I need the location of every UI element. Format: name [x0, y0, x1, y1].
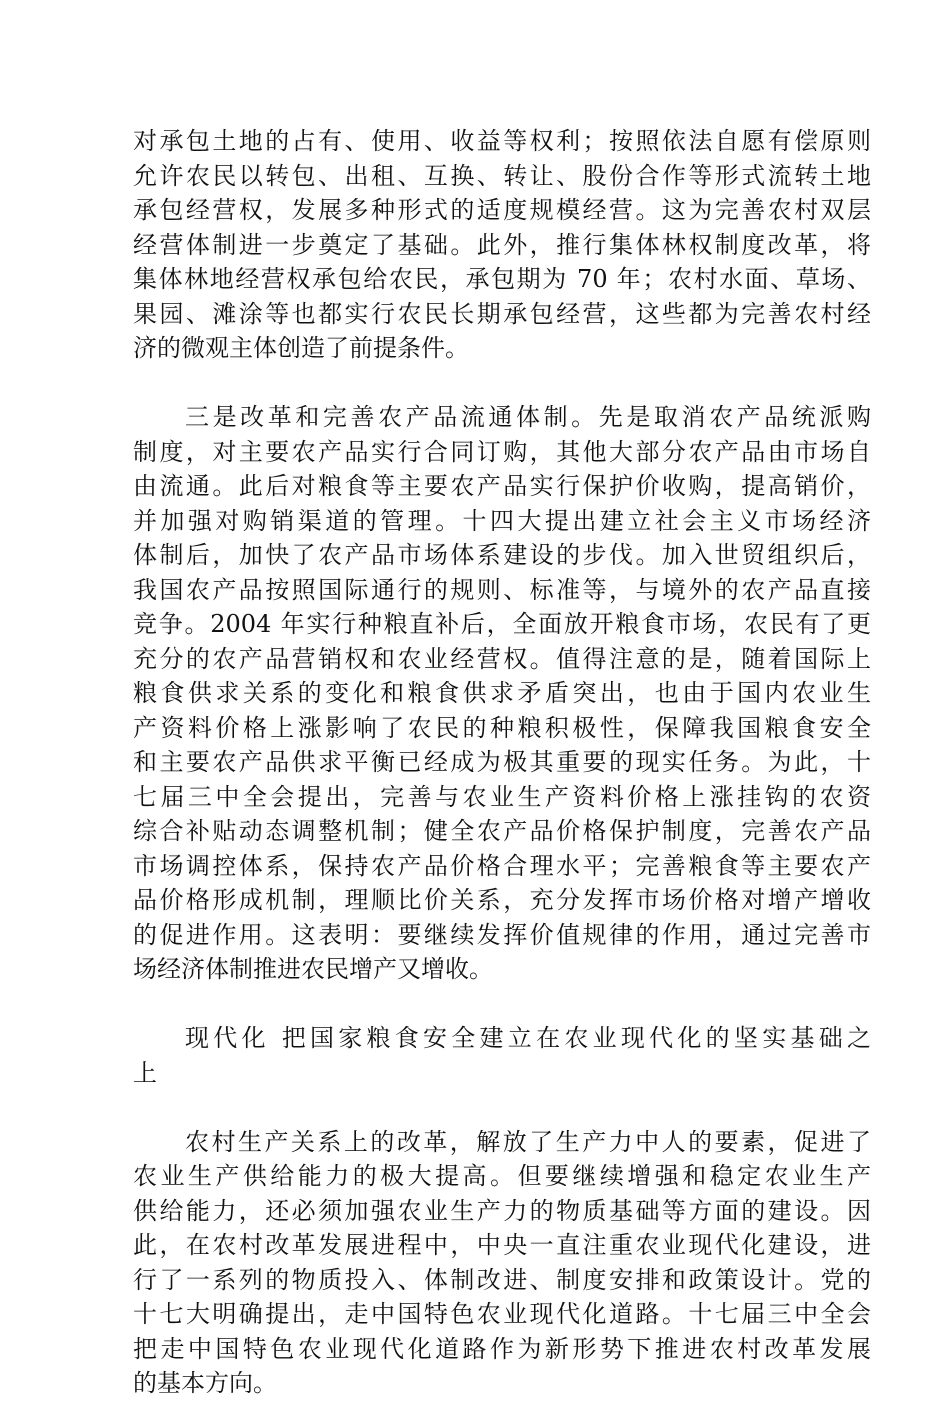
text-line: 农村生产关系上的改革，解放了生产力中人的要素，促进了	[185, 1127, 871, 1156]
paragraph-spacer	[133, 987, 871, 1022]
text-line: 并加强对购销渠道的管理。十四大提出建立社会主义市场经济	[133, 506, 871, 535]
text-line: 七届三中全会提出，完善与农业生产资料价格上涨挂钩的农资	[133, 782, 871, 811]
heading-line: 上	[133, 1058, 157, 1087]
paragraph-agricultural-modernization	[133, 1125, 871, 1401]
text-line: 产资料价格上涨影响了农民的种粮积极性，保障我国粮食安全	[133, 713, 871, 742]
text-line: 果园、滩涂等也都实行农民长期承包经营，这些都为完善农村经	[133, 299, 871, 328]
text-line: 农业生产供给能力的极大提高。但要继续增强和稳定农业生产	[133, 1162, 871, 1190]
text-line: 三是改革和完善农产品流通体制。先是取消农产品统派购	[185, 403, 871, 431]
paragraph-land-contract	[133, 124, 871, 366]
text-line: 我国农产品按照国际通行的规则、标准等，与境外的农产品直接	[133, 575, 871, 604]
text-line: 体制后，加快了农产品市场体系建设的步伐。加入世贸组织后，	[133, 541, 871, 569]
text-line: 十七大明确提出，走中国特色农业现代化道路。十七届三中全会	[133, 1300, 871, 1328]
text-line: 此，在农村改革发展进程中，中央一直注重农业现代化建设，进	[133, 1231, 871, 1259]
text-line: 市场调控体系，保持农产品价格合理水平；完善粮食等主要农产	[133, 851, 871, 880]
text-line: 济的微观主体创造了前提条件。	[133, 334, 469, 362]
text-line: 把走中国特色农业现代化道路作为新形势下推进农村改革发展	[133, 1334, 871, 1363]
text-line: 场经济体制推进农民增产又增收。	[133, 955, 493, 983]
text-line: 品价格形成机制，理顺比价关系，充分发挥市场价格对增产增收	[133, 886, 871, 914]
document-page	[133, 124, 871, 1401]
section-heading	[133, 1021, 871, 1090]
text-line: 竞争。2004 年实行种粮直补后，全面放开粮食市场，农民有了更	[133, 610, 871, 638]
text-line: 制度，对主要农产品实行合同订购，其他大部分农产品由市场自	[133, 437, 871, 466]
paragraph-spacer	[133, 1090, 871, 1125]
text-line: 的基本方向。	[133, 1369, 277, 1397]
paragraph-circulation-system	[133, 400, 871, 987]
text-line: 承包经营权，发展多种形式的适度规模经营。这为完善农村双层	[133, 196, 871, 224]
text-line: 粮食供求关系的变化和粮食供求矛盾突出，也由于国内农业生	[133, 679, 871, 707]
text-line: 和主要农产品供求平衡已经成为极其重要的现实任务。为此，十	[133, 748, 871, 776]
paragraph-spacer	[133, 366, 871, 401]
text-line: 综合补贴动态调整机制；健全农产品价格保护制度，完善农产品	[133, 817, 871, 845]
heading-line: 现代化 把国家粮食安全建立在农业现代化的坚实基础之	[185, 1024, 871, 1052]
text-line: 经营体制进一步奠定了基础。此外，推行集体林权制度改革，将	[133, 230, 871, 259]
text-line: 由流通。此后对粮食等主要农产品实行保护价收购，提高销价，	[133, 472, 871, 500]
text-line: 对承包土地的占有、使用、收益等权利；按照依法自愿有偿原则	[133, 127, 871, 155]
text-line: 的促进作用。这表明：要继续发挥价值规律的作用，通过完善市	[133, 920, 871, 949]
text-line: 行了一系列的物质投入、体制改进、制度安排和政策设计。党的	[133, 1265, 871, 1294]
text-line: 集体林地经营权承包给农民，承包期为 70 年；农村水面、草场、	[133, 265, 871, 293]
text-line: 允许农民以转包、出租、互换、转让、股份合作等形式流转土地	[133, 161, 871, 190]
text-line: 供给能力，还必须加强农业生产力的物质基础等方面的建设。因	[133, 1196, 871, 1225]
text-line: 充分的农产品营销权和农业经营权。值得注意的是，随着国际上	[133, 644, 871, 673]
